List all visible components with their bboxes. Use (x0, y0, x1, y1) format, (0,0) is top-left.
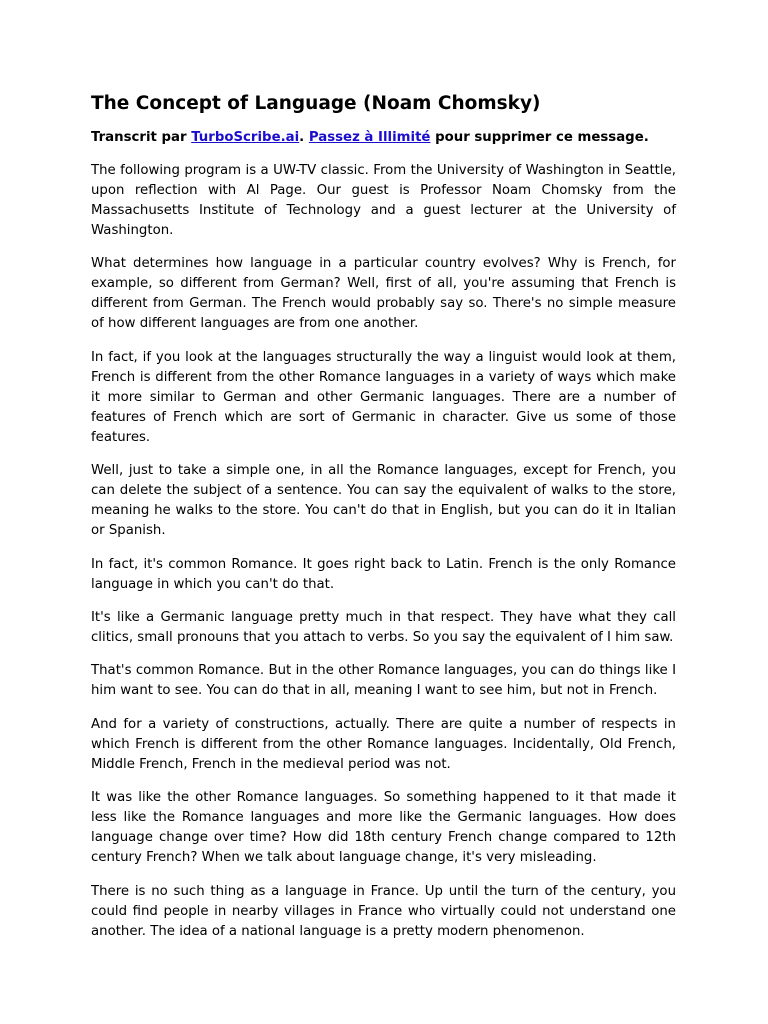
paragraph: And for a variety of constructions, actually. There are quite a number of respects in which French is different from the other Romance languages. Incidentally, Old French, Middle French, French in the medieval period was not. (91, 716, 676, 772)
turboscribe-link[interactable]: TurboScribe.ai (191, 130, 300, 145)
paragraph: It's like a Germanic language pretty much in that respect. They have what they call clitics, small pronouns that you attach to verbs. So you say the equivalent of I him saw. (91, 609, 676, 645)
transcription-credit (91, 128, 676, 148)
credit-prefix: Transcrit par (91, 130, 192, 145)
upgrade-unlimited-link[interactable]: Passez à Illimité (308, 130, 431, 145)
credit-separator: . (299, 130, 309, 145)
document-page (91, 92, 676, 942)
credit-suffix: pour supprimer ce message. (430, 130, 649, 145)
paragraph: Well, just to take a simple one, in all the Romance languages, except for French, you can delete the subject of a sentence. You can say the equivalent of walks to the store, meaning he walks to the store. You can't do that in English, but you can do it in Italian or Spanish. (91, 463, 676, 539)
paragraph: What determines how language in a particular country evolves? Why is French, for example, so different from German? Well, first of all, you're assuming that French is different from German. The French would probably say so. There's no simple measure of how different languages are from one another. (91, 256, 676, 332)
paragraph: That's common Romance. But in the other Romance languages, you can do things like I him want to see. You can do that in all, meaning I want to see him, but not in French. (91, 663, 676, 699)
document-title: The Concept of Language (Noam Chomsky) (91, 93, 541, 114)
paragraph: In fact, it's common Romance. It goes right back to Latin. French is the only Romance language in which you can't do that. (91, 556, 676, 592)
paragraph: The following program is a UW-TV classic. From the University of Washington in Seattle, upon reflection with Al Page. Our guest is Professor Noam Chomsky from the Massachusetts Institute of Technology and a guest lecturer at the University of Washington. (91, 163, 676, 238)
paragraph: It was like the other Romance languages. So something happened to it that made it less like the Romance languages and more like the Germanic languages. How does language change over time? How did 18th century French change compared to 12th century French? When we talk about language change, it's very misleading. (91, 790, 676, 866)
paragraph: In fact, if you look at the languages structurally the way a linguist would look at them, French is different from the other Romance languages in a variety of ways which make it more similar to German and other Germanic languages. There are a number of features of French which are sort of Germanic in character. Give us some of those features. (91, 349, 676, 445)
transcript-body (91, 161, 676, 942)
paragraph: There is no such thing as a language in France. Up until the turn of the century, you could find people in nearby villages in France who virtually could not understand one another. The idea of a national language is a pretty modern phenomenon. (91, 883, 676, 939)
